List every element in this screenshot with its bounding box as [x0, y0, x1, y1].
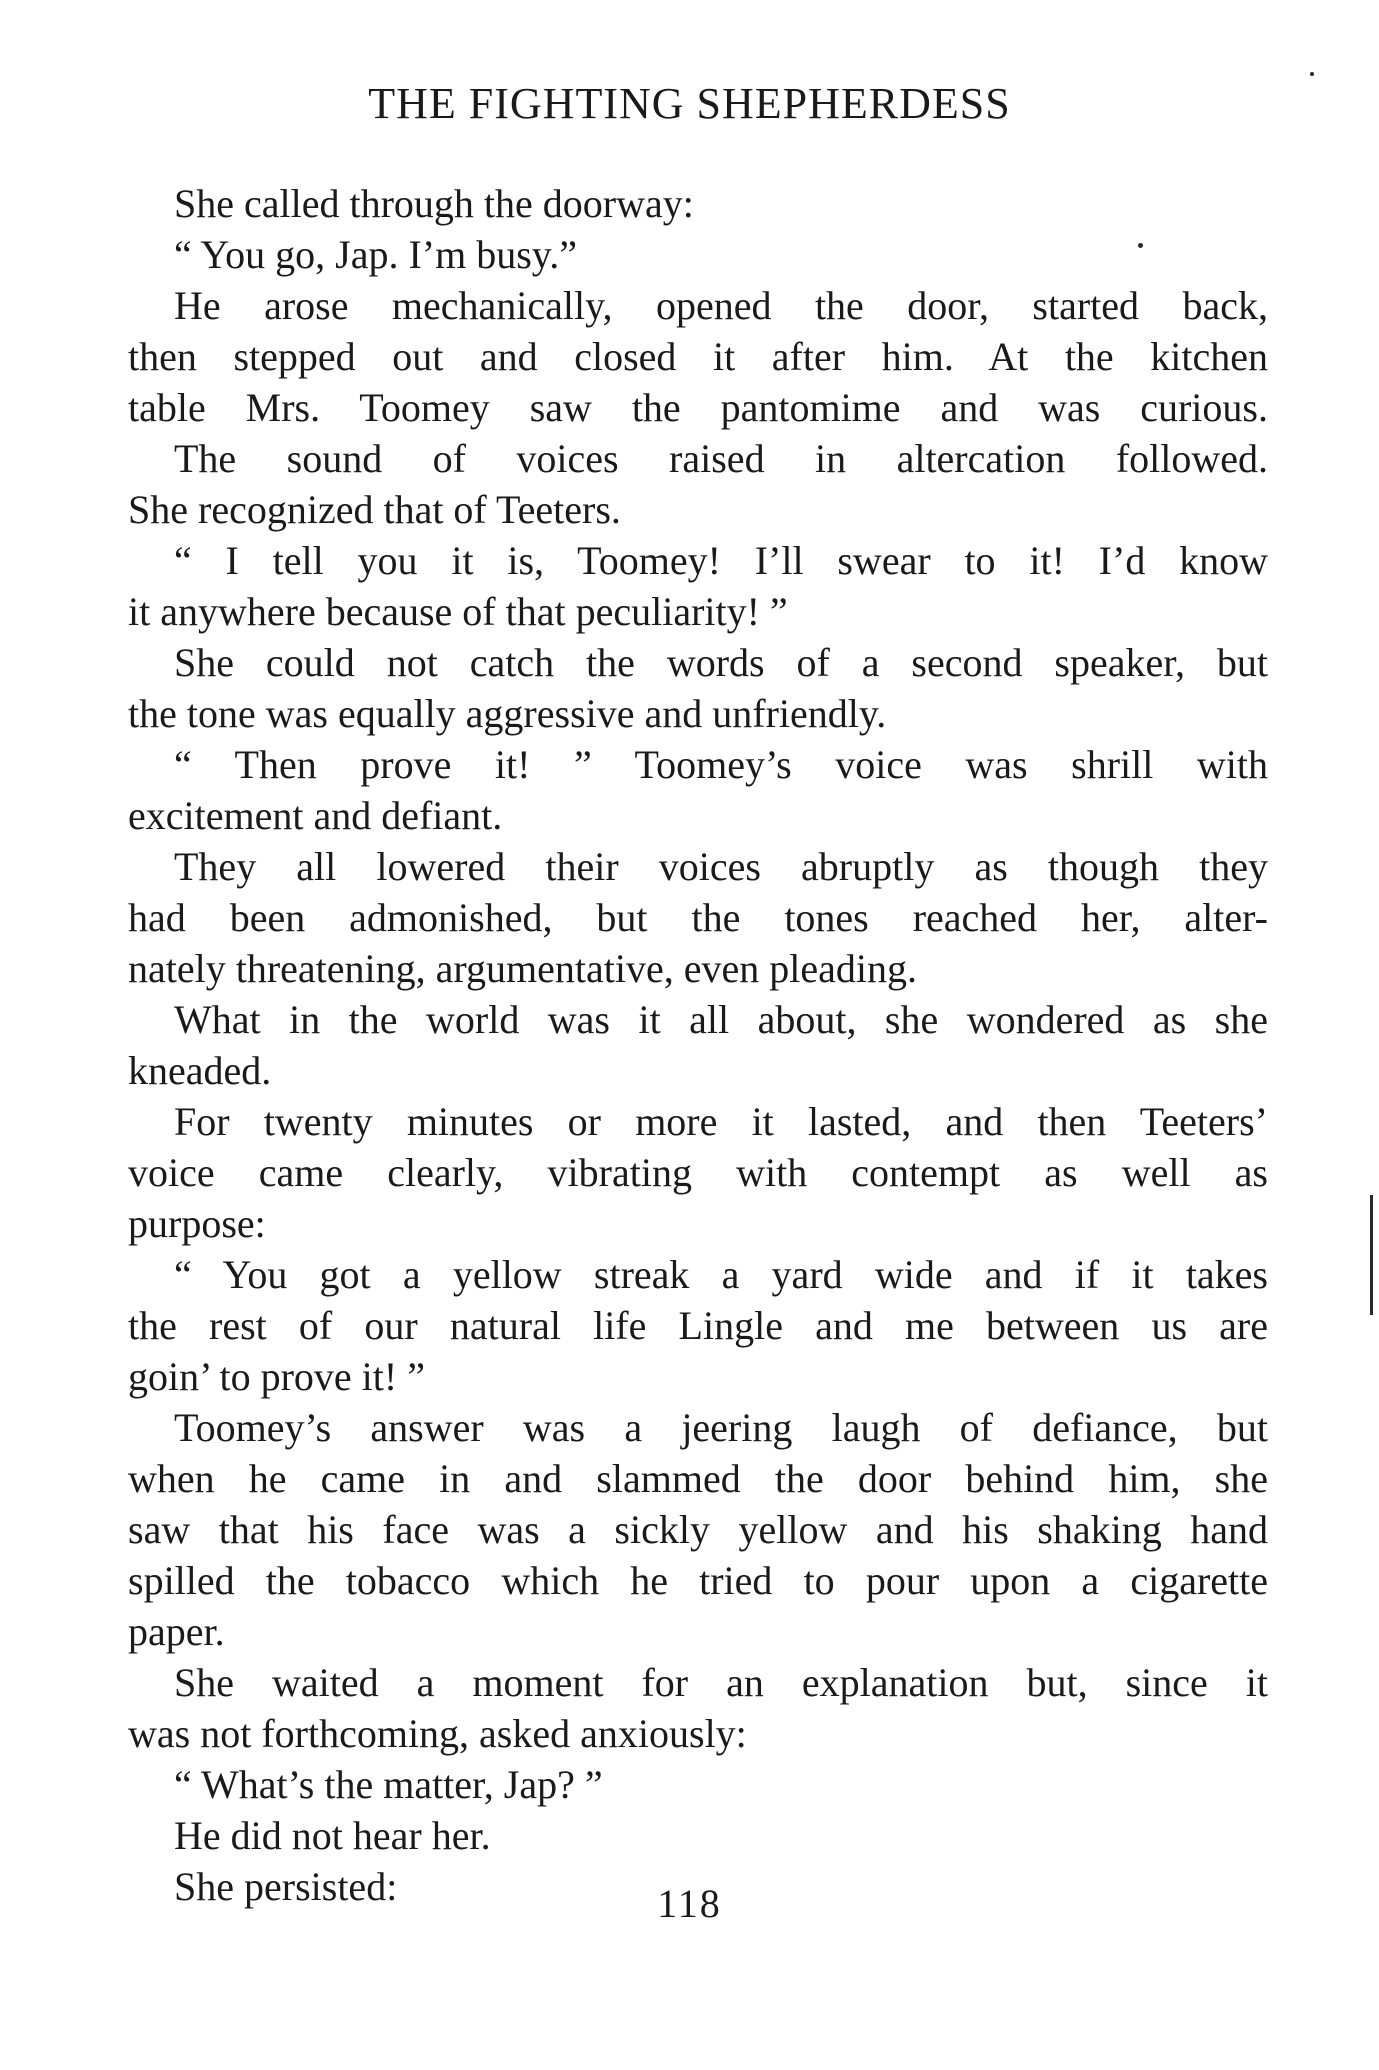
text-line: What in the world was it all about, she wondered as she — [174, 997, 1268, 1042]
text-line: She recognized that of Teeters. — [128, 487, 621, 532]
text-line: “ What’s the matter, Jap? ” — [174, 1762, 603, 1807]
body-text — [128, 178, 1268, 1912]
text-line: She called through the doorway: — [174, 181, 694, 226]
text-line: He did not hear her. — [174, 1813, 491, 1858]
text-line: “ Then prove it! ” Toomey’s voice was shrill with — [174, 742, 1268, 787]
text-line: The sound of voices raised in altercation followed. — [174, 436, 1268, 481]
text-line: She waited a moment for an explanation but, since it — [174, 1660, 1268, 1705]
text-line: “ You go, Jap. I’m busy.” — [174, 232, 577, 277]
text-line: purpose: — [128, 1201, 266, 1246]
running-head: THE FIGHTING SHEPHERDESS — [368, 79, 1011, 128]
text-line: He arose mechanically, opened the door, started back, — [174, 283, 1268, 328]
page-number: 118 — [657, 1881, 722, 1926]
text-line: saw that his face was a sickly yellow and his shaking hand — [128, 1507, 1268, 1552]
text-line: table Mrs. Toomey saw the pantomime and was curious. — [128, 385, 1268, 430]
text-line: She persisted: — [174, 1864, 398, 1909]
text-line: the tone was equally aggressive and unfriendly. — [128, 691, 887, 736]
text-line: paper. — [128, 1609, 225, 1654]
text-line: spilled the tobacco which he tried to pour upon a cigarette — [128, 1558, 1268, 1603]
text-line: it anywhere because of that peculiarity! ” — [128, 589, 788, 634]
text-line: goin’ to prove it! ” — [128, 1354, 425, 1399]
text-line: voice came clearly, vibrating with contempt as well as — [128, 1150, 1268, 1195]
text-line: when he came in and slammed the door behind him, she — [128, 1456, 1268, 1501]
text-line: She could not catch the words of a second speaker, but — [174, 640, 1268, 685]
scan-artifact — [1138, 243, 1143, 248]
text-line: kneaded. — [128, 1048, 272, 1093]
text-line: “ You got a yellow streak a yard wide and if it takes — [174, 1252, 1268, 1297]
text-line: For twenty minutes or more it lasted, and then Teeters’ — [174, 1099, 1268, 1144]
scan-artifact — [1370, 1195, 1373, 1315]
text-line: They all lowered their voices abruptly as though they — [174, 844, 1268, 889]
scan-artifact — [1310, 72, 1314, 76]
text-line: was not forthcoming, asked anxiously: — [128, 1711, 747, 1756]
text-line: the rest of our natural life Lingle and me between us are — [128, 1303, 1268, 1348]
text-line: excitement and defiant. — [128, 793, 503, 838]
text-line: had been admonished, but the tones reached her, alter- — [128, 895, 1268, 940]
text-line: then stepped out and closed it after him. At the kitchen — [128, 334, 1268, 379]
text-line: “ I tell you it is, Toomey! I’ll swear to it! I’d know — [174, 538, 1268, 583]
text-line: Toomey’s answer was a jeering laugh of defiance, but — [174, 1405, 1268, 1450]
text-line: nately threatening, argumentative, even pleading. — [128, 946, 917, 991]
